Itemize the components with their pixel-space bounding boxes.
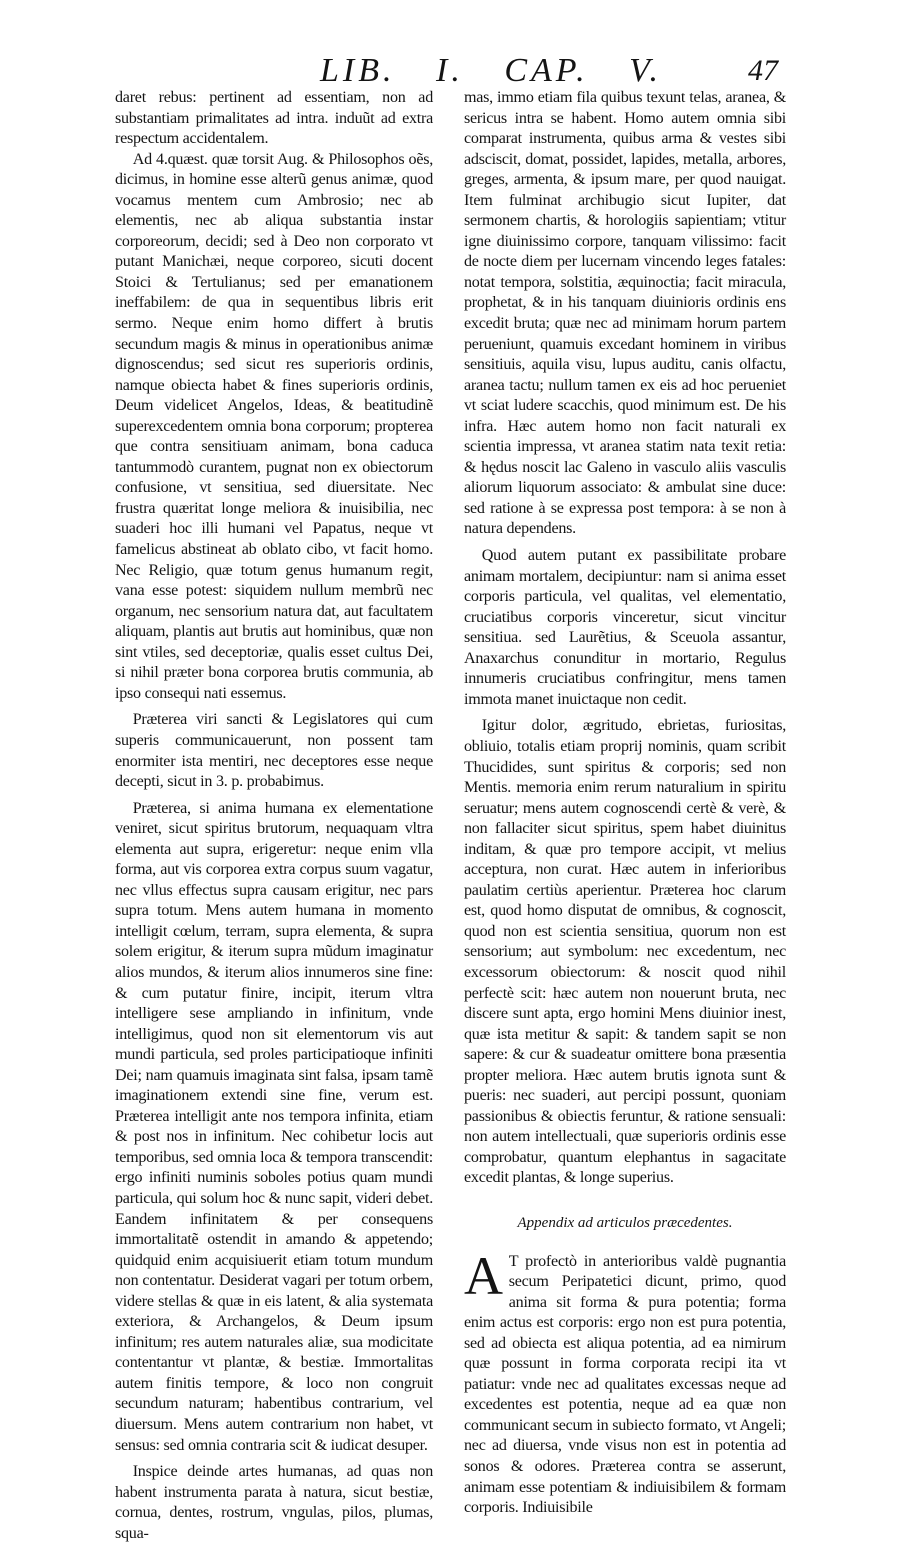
- appendix-paragraph: [464, 1245, 786, 1519]
- paragraph: Præterea, si anima humana ex elementatione veniret, sicut spiritus brutorum, nequaquam vltra elementa aut supra, erigeretur: neque enim vlla forma, aut vis corporea extra corpus suum vagatur, nec vllus effectus supra causam erigitur, nec pars supra totum. Mens autem humana in momento intelligit cœlum, terram, supra elementa, & supra solem erigitur, & iterum supra mũdum imaginatur alios mundos, & iterum alios innumeros sine fine: & cum putatur finire, incipit, iterum vltra intelligere sese ampliando in infinitum, vnde intelligimus, quod non sit elementorum vis aut mundi particula, sed proles participatioque infiniti Dei; nam quamuis imaginata sint falsa, ipsam tamẽ imaginationem extendi sine fine, verum est. Præterea intelligit ante nos tempora infinita, etiam & post nos in infinitum. Nec cohibetur locis aut temporibus, sed omnia loca & tempora transcendit: ergo infiniti numinis soboles potius quam mundi particula, qui solum hoc & nunc sapit, videri debet. Eandem infinitatem & per consequens immortalitatẽ ostendit in amando & appetendo; quidquid enim acquisiuerit etiam totum mundum non contentatur. Desiderat vagari per totum orbem, videre stellas & quæ in eis latent, & alia systemata exteriora, & Archangelos, & Deum ipsum infinitum; res autem naturales aliæ, sua modicitate contentantur vt plantæ, & bestiæ. Immortalitas autem finitis tempore, & loco non congruit secundum naturam; habentibus contrarium, vel diuersum. Mens autem contrarium non habet, vt sensus: sed omnia contraria scit & iudicat desuper.: [115, 799, 433, 1454]
- right-column: [464, 88, 786, 1519]
- paragraph: Igitur dolor, ægritudo, ebrietas, furiositas, obliuio, totalis etiam proprij nominis, quam scribit Thucidides, sunt spiritus & corporis; sed non Mentis. memoria enim rerum naturalium in spiritu seruatur; mens autem cognoscendi certè & verè, & non fallaciter sicut spiritus, spem habet diuinitus inditam, & quæ pro tempore accipit, vt melius acceptura, non curat. Hæc autem in inferioribus paulatim certiùs aperientur. Præterea hoc clarum est, quod homo disputat de omnibus, & cognoscit, quod non est scientia sensitiua, quorum non est sensorium; aut symbolum: nec excedentum, nec excessorum obiectorum: & noscit quod nihil perfectè scit: hæc autem non nouerunt bruta, nec discere sunt apta, ergo homini Mens diuinior inest, quæ ista metitur & sapit: & tandem sapit se non sapere: & cur & suadeatur omittere bona præsentia propter meliora. Hæc autem brutis ignota sunt & pueris: nec suaderi, aut percipi possunt, quoniam passionibus & obiectis feruntur, & ratione sensuali: non autem intellectuali, quæ superioris ordinis esse comprobatur, quantum elephantus in sagacitate excedit plantas, & longe superius.: [464, 717, 786, 1187]
- paragraph: Ad 4.quæst. quæ torsit Aug. & Philosophos oẽs, dicimus, in homine esse alterũ genus animæ, quod vocamus mentem cum Ambrosio; nec ab elementis, nec ab aliqua substantia instar corporeorum, decidi; sed à Deo non corporato vt putant Manichæi, neque corporeo, sicuti docent Stoici & Tertulianus; sed per emanationem ineffabilem: de qua in sequentibus libris erit sermo. Neque enim homo differt à brutis secundum magis & minus in operationibus animæ dignoscendus; sed sicut res superioris ordinis, namque obiecta habet & fines superioris ordinis, Deum videlicet Angelos, Ideas, & beatitudinẽ superexcedentem omnia bona corporum; propterea que contra sensitiuam animam, bona caduca tantummodò curantem, pugnat non ex obiectorum confusione, vt sensitiua, sed diuersitate. Nec frustra quæritat longe meliora & inuisibilia, nec suaderi hoc illi humani vel Papatus, neque vt famelicus abstineat ab oblato cibo, vt facit homo. Nec Religio, quæ totum genus humanum regit, vana esse potest: siquidem nullum membrũ nec organum, nec sensorium natura dat, aut facultatem aliquam, plantis aut brutis aut hominibus, quæ non sint vtiles, sed deceptoriæ, qualis esset cultus Dei, si nihil præter bona corporea brutis communia, ab ipso consequi nati essemus.: [115, 150, 433, 702]
- paragraph: Quod autem putant ex passibilitate probare animam mortalem, decipiuntur: nam si anima esset corporis particula, vel qualitas, vel elementatio, cruciatibus corporis vinceretur, sicut vincitur sensitiua. sed Laurẽtius, & Sceuola assantur, Anaxarchus conunditur in mortario, Regulus innumeris cruciatibus confringitur, mens tamen immota manet inuictaque non cedit.: [464, 547, 786, 708]
- appendix-heading: Appendix ad articulos præcedentes.: [517, 1214, 733, 1231]
- running-head: LIB. I. CAP. V.: [320, 52, 663, 89]
- paragraph: Præterea viri sancti & Legislatores qui cum superis communicauerunt, non possent tam enormiter ista mentiri, nec deceptores esse neque decepti, sicut in 3. p. probabimus.: [115, 711, 433, 791]
- page-header: [0, 52, 900, 92]
- paragraph: mas, immo etiam fila quibus texunt telas, aranea, & sericus intra se habent. Homo autem omnia sibi comparat instrumenta, quibus arma & vestes sibi adsciscit, domat, possidet, lapides, metalla, arbores, greges, armenta, & ipsum mare, per quod nauigat. Item fulminat archibugio sicut Iupiter, dat sermonem chartis, & horologiis sapientiam; vtitur igne diuinissimo corpore, tanquam vilissimo: facit de nocte diem per lucernam vincendo leges fatales: notat tempora, solstitia, æquinoctia; facit miracula, prophetat, & in his tanquam diuinioris ordinis ens excedit bruta; quæ nec ad minimam horum partem perueniunt, quamuis excedant hominem in viribus sensitiuis, aquila visu, lupus auditu, canis olfactu, aranea tactu; nullum tamen ex eis ad hoc perueniet vt sciat ludere scacchis, quod minimum est. De his infra. Hæc autem homo non facit naturali ex scientia impressa, vt aranea statim nata texit retia: & hędus noscit lac Galeno in vasculo aliis vasculis aliorum liquorum associato: & ambulat sine duce: sed ratione à se expressa post tempora: à se non à natura dependens.: [464, 89, 786, 538]
- page-number: 47: [748, 54, 778, 87]
- left-column: [115, 88, 433, 1544]
- paragraph: Inspice deinde artes humanas, ad quas non habent instrumenta parata à natura, sicut bestiæ, cornua, dentes, rostrum, vngulas, pilos, plumas, squa-: [115, 1463, 433, 1542]
- drop-cap: A: [464, 1245, 503, 1306]
- paragraph: daret rebus: pertinent ad essentiam, non ad substantiam primalitates ad intra. induũt ad extra respectum accidentalem.: [115, 89, 433, 148]
- appendix-text: T profectò in anterioribus valdè pugnantia secum Peripatetici dicunt, primo, quod anima sit forma & pura potentia; forma enim actus est corporis: ergo non est pura potentia, sed ad obiecta est aliqua potentia, ad ea nimirum quæ possunt in forma corporata recipi ita vt patiatur: vnde nec ad qualitates excessas neque ad excedentes est potentia, neque ad ea quæ non communicant secum in subiecto formato, vt Angeli; nec ad diuersa, vnde visus non est in potentia ad sonos & odores. Præterea contra se asserunt, animam esse potentiam & indiuisibilem & formam corporis. Indiuisibile: [464, 1252, 786, 1517]
